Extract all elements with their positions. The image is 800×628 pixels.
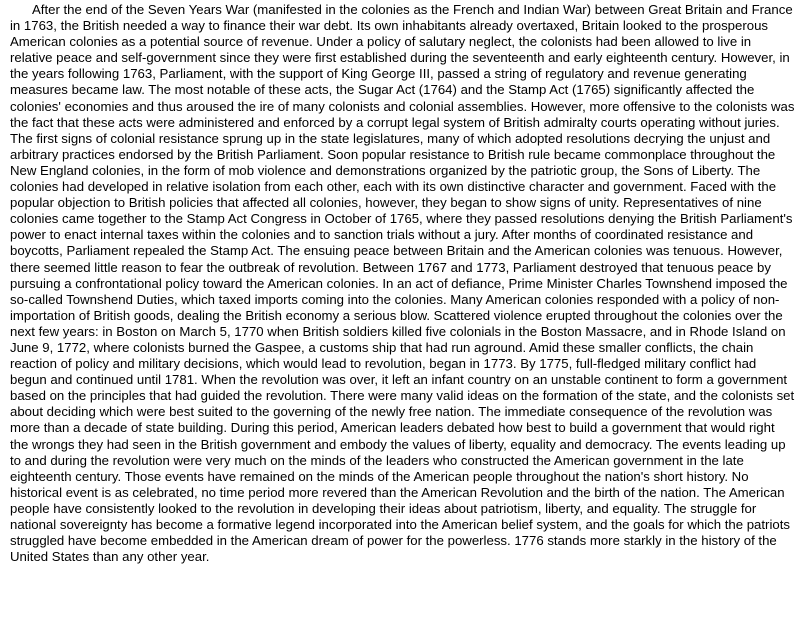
essay-paragraph: After the end of the Seven Years War (manifested in the colonies as the French and Indian War) between Great Britain and France in 1763, the British needed a way to finance their war debt. Its own inhabitants already overtaxed, Britain looked to the prosperous American colonies as a potential source of revenue. Under a policy of salutary neglect, the colonists had been allowed to live in relative peace and self-government since they were first established during the seventeenth and early eighteenth century. However, in the years following 1763, Parliament, with the support of King George III, passed a string of regulatory and revenue generating measures became law. The most notable of these acts, the Sugar Act (1764) and the Stamp Act (1765) significantly affected the colonies' economies and thus aroused the ire of many colonists and colonial assemblies. However, more offensive to the colonists was the fact that these acts were administered and enforced by a corrupt legal system of British admiralty courts operating without juries. The first signs of colonial resistance sprung up in the state legislatures, many of which adopted resolutions decrying the unjust and arbitrary practices endorsed by the British Parliament. Soon popular resistance to British rule became commonplace throughout the New England colonies, in the form of mob violence and demonstrations organized by the patriotic group, the Sons of Liberty. The colonies had developed in relative isolation from each other, each with its own distinctive character and government. Faced with the popular objection to British policies that affected all colonies, however, they began to show signs of unity. Representatives of nine colonies came together to the Stamp Act Congress in October of 1765, where they passed resolutions denying the British Parliament's power to enact internal taxes within the colonies and to sanction trials without a jury. After months of coordinated resistance and boycotts, Parliament repealed the Stamp Act. The ensuing peace between Britain and the American colonies was tenuous. However, there seemed little reason to fear the outbreak of revolution. Between 1767 and 1773, Parliament destroyed that tenuous peace by pursuing a confrontational policy toward the American colonies. In an act of defiance, Prime Minister Charles Townshend imposed the so-called Townshend Duties, which taxed imports coming into the colonies. Many American colonies responded with a policy of non-importation of British goods, dealing the British economy a serious blow. Scattered violence erupted throughout the colonies over the next few years: in Boston on March 5, 1770 when British soldiers killed five colonials in the Boston Massacre, and in Rhode Island on June 9, 1772, where colonists burned the Gaspee, a customs ship that had run aground. Amid these smaller conflicts, the chain reaction of policy and military decisions, which would lead to revolution, began in 1773. By 1775, full-fledged military conflict had begun and continued until 1781. When the revolution was over, it left an infant country on an unstable continent to form a government based on the principles that had guided the revolution. There were many valid ideas on the formation of the state, and the colonists set about deciding which were best suited to the governing of the newly free nation. The immediate consequence of the revolution was more than a decade of state building. During this period, American leaders debated how best to build a government that would right the wrongs they had seen in the British government and embody the values of liberty, equality and democracy. The events leading up to and during the revolution were very much on the minds of the leaders who constructed the American government in the late eighteenth century. Those events have remained on the minds of the American people throughout the nation's short history. No historical event is as celebrated, no time period more revered than the American Revolution and the birth of the nation. The American people have consistently looked to the revolution in developing their ideas about patriotism, liberty, and equality. The struggle for national sovereignty has become a formative legend incorporated into the American belief system, and the goals for which the patriots struggled have become embedded in the American dream of power for the powerless. 1776 stands more starkly in the history of the United States than any other year. xyxy=(10,2,795,565)
